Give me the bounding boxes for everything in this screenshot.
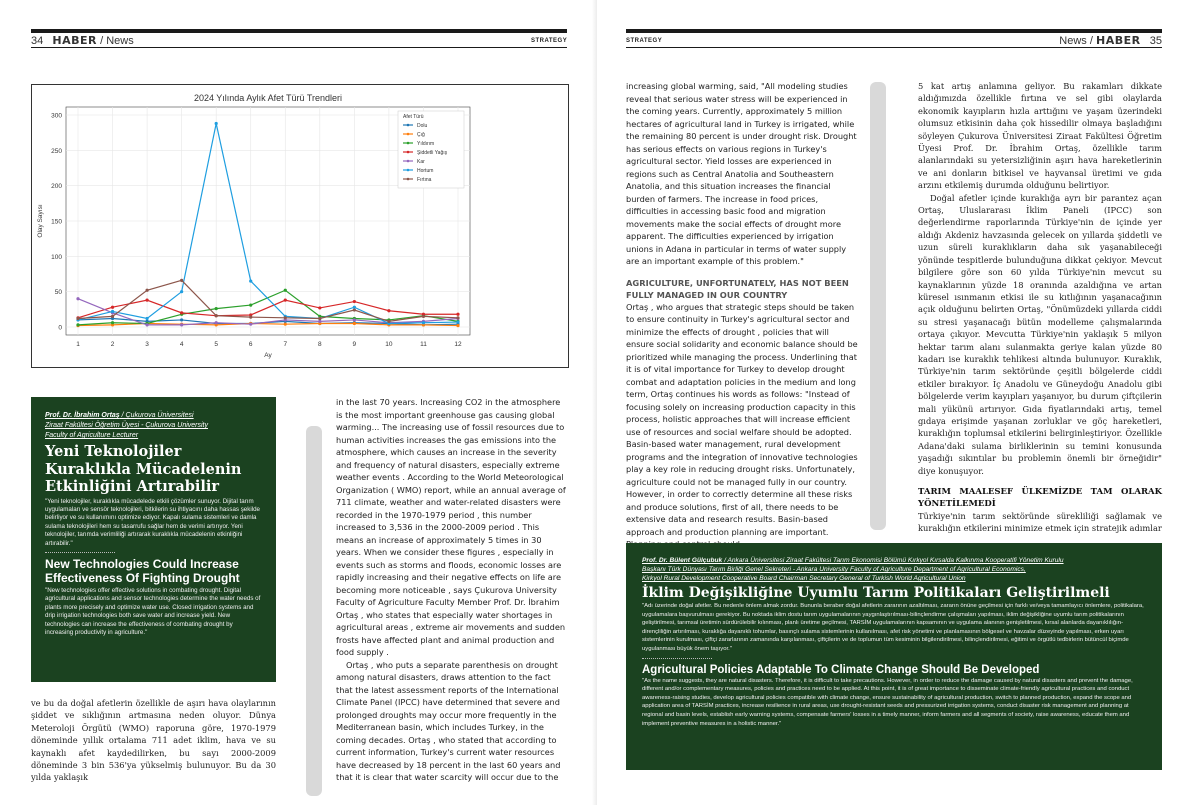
author-name: Prof. Dr. Bülent Gülçubuk <box>642 557 723 564</box>
legend-title: Afet Türü <box>403 114 424 120</box>
brand-name: HABER <box>1095 34 1141 47</box>
paragraph: Doğal afetler içinde kuraklığa ayrı bir parantez açan Ortaş, Uluslararası İklim Paneli (IPCC) son değerlendirme raporlarında Türkiye'nin de içinde yer aldığı Akdeniz havzasında gelecek on yıllarda şiddetli ve uzun süreli kuraklıkların daha sık yaşanabileceği yönünde tespitlerde bulunduğuna dikkat çekiyor. Mevcut bilgilere göre son 60 yılda Türkiye'nin mevcut su kaynaklarının yüzde 18 oranında azaldığına ve artan küresel ısınmanın etkisi ile su kıtlığının yaşanacağının açık olduğunu belirten Ortaş, "Önümüzdeki yıllarda ciddi su stresi yaşanacağı bütün modelleme çalışmalarında ortaya çıkıyor. Mevcutta Türkiye'nin yaklaşık 5 milyon hektar tarım alanı sulanmakta geriye kalan yüzde 80 kadarı ise kuraklık tehlikesi altında bulunuyor. Kuraklık, Türkiye'nin tarım sektöründe çeşitli bölgelerde ciddi etkiler bırakıyor. İç Anadolu ve Güneydoğu Anadolu gibi bölgelerde verim kayıpları yaşanıyor, bu durum çiftçilerin mali yükünü artırıyor. Gıda fiyatlarındaki artış, temel gıdaya erişimde yaşanan zorluklar ve göç hareketleri, kuraklığın toplumsal etkilerini belirginleştiriyor. Özellikle Adana'daki sulama birliklerinin su temini konusunda yaşadığı sıkıntılar bu problemin önemli bir örneğidir" diye konuşuyor. <box>918 192 1162 476</box>
data-point <box>456 324 459 327</box>
page-header-right: News / HABER 35 <box>1059 34 1162 47</box>
data-point <box>249 279 252 282</box>
paragraph: increasing global warming, said, "All modeling studies reveal that serious water stress will be experienced in the coming years. Currently, approximately 5 million hectares of agricultural land in Turkey is irrigated, while the remaining 80 percent is under drought risk. Drought has serious effects on various regions in Turkey's agricultural sector. Yield losses are experienced in regions such as Central Anatolia and Southeastern Anatolia, and this situation increases the financial burden of farmers. The increase in food prices, difficulties in accessing basic food and migration movements make the social effects of drought more apparent. The difficulties experienced by irrigation unions in Adana in particular in terms of water supply are an important example of this problem." <box>626 81 857 266</box>
box-title-tr: Yeni Teknolojiler Kuraklıkla Mücadelenin Etkinliğini Artırabilir <box>45 443 242 495</box>
legend-marker <box>407 169 410 172</box>
interview-box-gulcubuk <box>626 543 1162 770</box>
header-rule <box>31 47 567 48</box>
y-tick-label: 0 <box>58 324 62 332</box>
box-author <box>45 411 262 421</box>
data-point <box>76 297 79 300</box>
legend-label: Çığ <box>417 132 425 138</box>
y-tick-label: 50 <box>54 289 62 297</box>
top-rule <box>31 29 567 33</box>
page-header-left: 34 HABER / News <box>31 34 134 47</box>
data-point <box>318 306 321 309</box>
data-point <box>249 323 252 326</box>
left-column-2 <box>336 396 567 784</box>
author-affil-1: / Ankara Üniversitesi Ziraat Fakültesi Tarım Ekonomisi Bölümü Kırkyol Kırsalda Kalkınma Kooperatifi Yönetim Kurulu <box>722 557 1064 564</box>
interview-box-ortas <box>31 397 276 682</box>
x-tick-label: 7 <box>283 341 288 348</box>
paragraph: in the last 70 years. Increasing CO2 in the atmosphere is the most important greenhouse gas causing global warming... The increasing use of fossil resources due to human activities increases the gas emissions into the atmosphere, which causes an increase in the severity and frequency of natural disasters, especially extreme weather events . According to the World Meteorological Organization ( WMO) report, while an annual average of 711 climate, weather and water-related disasters were recorded in the 1970-1979 period , this number increased to 3,536 in the 2000-2009 period . This means an increase of approximately 5 times in 30 years. When we consider these figures , especially in events such as storms and floods, economic losses are rapidly increasing and their negative effects on life are becoming more noticeable , says Çukurova University Faculty of Agriculture Faculty Member Prof. Dr. İbrahim Ortaş , who states that especially water shortages in agricultural areas , extreme air movements and sudden frosts have affected plant and animal production and food supply . <box>336 397 566 657</box>
data-point <box>145 299 148 302</box>
legend-marker <box>407 142 410 145</box>
legend-label: Şiddetli Yağış <box>417 150 448 156</box>
subheading: TARIM MAALESEF ÜLKEMİZDE TAM OLARAK YÖNETİLEMEDİ <box>918 487 1162 509</box>
legend-label: Hortum <box>417 168 434 174</box>
legend-marker <box>407 178 410 181</box>
header-rule <box>626 47 1162 48</box>
legend-marker <box>407 160 410 163</box>
page-number: 34 <box>31 35 44 47</box>
data-point <box>318 317 321 320</box>
y-axis-label: Olay Sayısı <box>37 204 44 238</box>
data-point <box>249 316 252 319</box>
legend-label: Fırtına <box>417 177 432 183</box>
chart-title: 2024 Yılında Aylık Afet Türü Trendleri <box>193 93 343 103</box>
y-tick-label: 300 <box>51 112 62 120</box>
legend-label: Kar <box>417 159 425 165</box>
author-affil-2: Başkanı Türk Dünyası Tarım Birliği Genel Sekreteri - Ankara University Faculty of Agriculture Department of Agricultural Economics, <box>642 566 1026 573</box>
author-affil-3: Kirkyol Rural Development Cooperative Board Chairman Secretary General of Turkish World Agricultural Union <box>642 575 966 582</box>
chart-svg <box>32 85 568 367</box>
x-tick-label: 6 <box>248 341 253 348</box>
data-point <box>180 290 183 293</box>
data-point <box>111 306 114 309</box>
data-point <box>180 323 183 326</box>
data-point <box>145 289 148 292</box>
x-tick-label: 10 <box>385 341 393 348</box>
paragraph: Türkiye'nin tarım sektöründe sürekliliği sağlamak ve kuraklığın etkilerini minimize etmek için stratejik adımlar <box>918 511 1162 534</box>
box-title-en: New Technologies Could Increase Effectiveness Of Fighting Drought <box>45 556 240 586</box>
right-column-2 <box>918 80 1162 535</box>
box-text-tr: "Yeni teknolojiler, kuraklıkla mücadelede etkili çözümler sunuyor. Dijital tarım uygulamaları ve sensör teknolojileri, bitkilerin su ihtiyacını daha hassas şekilde belirliyor ve su kullanımını optimize ediyor. Kapalı sulama sistemleri ve damla sulama teknolojileri hem su tasarrufu sağlar hem de verimi artırıyor. Yeni teknolojiler, tarımda verimliliği artırarak kuraklıkla mücadelenin etkinliğini artırabilir." <box>45 497 260 547</box>
data-point <box>76 323 79 326</box>
author-name: Prof. Dr. İbrahim Ortaş <box>45 412 120 419</box>
box-text-en: "New technologies offer effective solutions in combating drought. Digital agricultural applications and sensor technologies determine the water needs of plants more precisely and optimize water use. Closed irrigation systems and drip irrigation technologies both save water and increase yield. New technologies can increase the effectiveness of combating drought by increasing productivity in agriculture." <box>45 586 261 636</box>
x-tick-label: 5 <box>214 341 218 348</box>
disaster-trend-chart <box>31 84 569 368</box>
data-point <box>353 318 356 321</box>
subheading: AGRICULTURE, UNFORTUNATELY, HAS NOT BEEN FULLY MANAGED IN OUR COUNTRY <box>626 277 849 300</box>
data-point <box>353 300 356 303</box>
data-point <box>284 323 287 326</box>
y-tick-label: 100 <box>51 253 62 261</box>
data-point <box>284 316 287 319</box>
data-point <box>145 317 148 320</box>
right-page <box>597 0 1194 805</box>
data-point <box>215 122 218 125</box>
paragraph: Ortaş , who puts a separate parenthesis on drought among natural disasters, draws attention to the fact that the latest assessment reports of the International Climate Panel (IPCC) have determined that severe and prolonged droughts may occur more frequently in the Mediterranean basin, which includes Turkey, in the coming decades. Ortaş , who stated that according to current information, Turkey's current water resources have decreased by 18 percent in the last 60 years and that it is clear that water scarcity will occur due to the <box>336 659 561 782</box>
data-point <box>180 318 183 321</box>
box-title-en: Agricultural Policies Adaptable To Climate Change Should Be Developed <box>642 663 1040 676</box>
x-tick-label: 9 <box>352 341 357 348</box>
section-name: News <box>106 35 134 47</box>
legend-marker <box>407 124 410 127</box>
data-point <box>353 322 356 325</box>
data-point <box>422 321 425 324</box>
brand-name: HABER <box>52 34 98 47</box>
data-point <box>215 314 218 317</box>
data-point <box>284 299 287 302</box>
x-tick-label: 8 <box>318 341 322 348</box>
data-point <box>249 303 252 306</box>
data-point <box>353 308 356 311</box>
strategy-tag: STRATEGY <box>531 38 568 44</box>
paragraph: ve bu da doğal afetlerin özellikle de aşırı hava olaylarının şiddet ve sıklığının artmasına neden oluyor. Dünya Meteroloji Örgütü (WMO) raporuna göre, 1970-1979 döneminde yıllık ortalama 711 adet iklim, hava ve su kaynaklı afet kaydedilirken, bu sayı 2000-2009 döneminde 3 bin 536'ya yükselmiş bulunuyor. Bu da 30 yılda yaklaşık <box>31 698 276 783</box>
data-point <box>456 320 459 323</box>
column-scrollbar[interactable] <box>306 426 322 796</box>
data-point <box>353 306 356 309</box>
data-point <box>111 315 114 318</box>
box-text-tr: "Adı üzerinde doğal afetler. Bu nedenle önlem almak zordur. Bununla beraber doğal afetlerin zararının azaltılması, zararın önüne geçilmesi için farklı ve/veya tamamlayıcı önlemlere, politikalara, uygulamalara başvurulması gerekiyor. Bu noktada iklim dostu tarım uygulamalarının yaygınlaştırılması-bilinçlendirme çalışmaları yapılması, iklim değişikliğine uyumlu tarım politikalarının geliştirilmesi, tarımsal üretimin sürdürülebilir kılınması, planlı üretime geçilmesi, TARSİM uygulamalarının kapsamının ve uygulama alanının genişletilmesi, kırsal alanlarda dayanıklılığın-dirençliliğin artırılması, kuraklığa dayanıklı tohumlar, basınçlı sulama sistemlerinin kullanılması, afet risk yönetimi ve planlamasının bölgesel ve havzalar düzeyinde yapılması, erken uyarı sistemlerinin kurulması, çiftçi zararlarının zamanında karşılanması, çiftçilerin ve de toplumun tüm kesiminin bilgilendirilmesi, bilinçlendirilmesi, eğitimi ve örgütlü tedbirlerin bütüncül biçimde uygulanması büyük önem taşıyor." <box>642 603 1144 652</box>
data-point <box>180 311 183 314</box>
x-axis-label: Ay <box>264 352 272 359</box>
legend-marker <box>407 133 410 136</box>
author-affil-1: / Çukurova Üniversitesi <box>119 412 194 419</box>
y-tick-label: 150 <box>51 218 62 226</box>
legend-label: Yıldırım <box>417 141 435 147</box>
box-title-tr: İklim Değişikliğine Uyumlu Tarım Politikaları Geliştirilmeli <box>642 585 1110 601</box>
paragraph: Ortaş , who argues that strategic steps should be taken to ensure continuity in Turkey's agricultural sector and minimize the effects of drought , policies that will ensure social solidarity and economic balance should be prioritized while managing the process. Underlining that it is of vital importance for Turkey to develop drought combat and adaptation policies in the medium and long term, Ortaş continues his words as follows: "Instead of focusing solely on increasing production capacity in this process, holistic approaches that will increase efficient use of resources and social welfare should be adopted. Basin-based water management, rural development programs and the integration of innovative technologies play a key role in reducing drought risks. Unfortunately, agriculture could not be managed fully in our country. However, in order to correctly determine all these risks and produce solutions, first of all, there needs to be extensive data and research results. Basin-based approach and production planning are important. <box>626 301 858 537</box>
column-scrollbar[interactable] <box>870 82 886 530</box>
left-bottom-text <box>31 697 276 784</box>
box-author <box>642 556 1146 565</box>
data-point <box>215 307 218 310</box>
data-point <box>422 315 425 318</box>
x-tick-label: 2 <box>110 341 115 348</box>
series-line <box>78 280 458 321</box>
x-tick-label: 4 <box>179 341 184 348</box>
x-tick-label: 1 <box>76 341 80 348</box>
data-point <box>180 279 183 282</box>
strategy-tag: STRATEGY <box>626 38 663 44</box>
y-tick-label: 250 <box>51 147 62 155</box>
data-point <box>387 309 390 312</box>
data-point <box>456 316 459 319</box>
legend-marker <box>407 151 410 154</box>
author-affil-3: Faculty of Agriculture Lecturer <box>45 432 139 439</box>
author-affil-2: Ziraat Fakültesi Öğretim Üyesi - Çukurova University <box>45 422 208 429</box>
series-line <box>78 300 458 318</box>
legend-label: Dolu <box>417 123 428 129</box>
data-point <box>76 317 79 320</box>
box-separator <box>642 658 712 659</box>
data-point <box>387 320 390 323</box>
data-point <box>284 289 287 292</box>
data-point <box>145 323 148 326</box>
paragraph: 5 kat artış anlamına geliyor. Bu rakamları dikkate aldığımızda özellikle fırtına ve sel gibi olaylarda ekonomik kayıpların hızla arttığını ve yaşam üzerindeki olumsuz etkisinin daha çok hissedilir olmaya başladığını söyleyen Çukurova Üniversitesi Ziraat Fakültesi Öğretim Üyesi Prof. Dr. İbrahim Ortaş, özellikle tarım alanlarındaki su yetersizliğinin aşırı hava hareketlerinin ve ani donların bitkisel ve hayvansal üretimi ve gıda arzını etkilemiş durumda olduğunu belirtiyor. <box>918 81 1162 191</box>
top-rule <box>626 29 1162 33</box>
box-separator <box>45 552 115 553</box>
data-point <box>111 310 114 313</box>
section-name: News <box>1059 35 1087 47</box>
data-point <box>215 321 218 324</box>
x-tick-label: 11 <box>420 341 427 348</box>
data-point <box>318 320 321 323</box>
x-tick-label: 12 <box>454 341 462 348</box>
right-column-1 <box>626 80 859 551</box>
page-number: 35 <box>1149 35 1162 47</box>
data-point <box>456 313 459 316</box>
box-text-en: "As the name suggests, they are natural disasters. Therefore, it is difficult to take precautions. However, in order to reduce the damage caused by natural disasters and prevent the damage, different and/or complementary measures, policies and practices need to be applied. At this point, it is of great importance to disseminate climate-friendly agricultural practices and conduct awareness-raising studies, develop agricultural policies compatible with climate change, ensure sustainability of agricultural production, switch to planned production, expand the scope and application area of TARSİM practices, increase resilience in rural areas, use drought-resistant seeds and pressurized irrigation systems, conduct disaster risk management and planning at regional and basin levels, establish early warning systems, compensate farmers' losses in a timely manner, inform farmers and all segments of society, raise awareness, educate them and implement preventive measures in a holistic manner." <box>642 677 1133 727</box>
x-tick-label: 3 <box>145 341 149 348</box>
data-point <box>111 321 114 324</box>
y-tick-label: 200 <box>51 183 62 191</box>
